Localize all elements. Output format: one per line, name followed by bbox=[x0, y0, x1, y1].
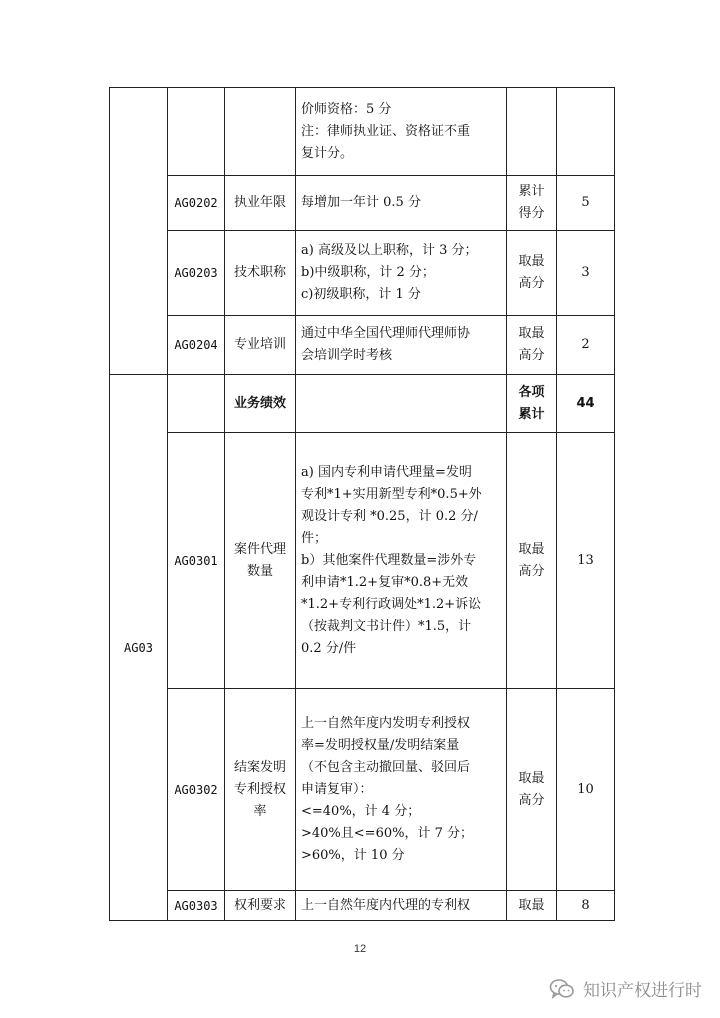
criteria-cell: 上一自然年度内发明专利授权 率=发明授权量/发明结案量 （不包含主动撤回量、驳回后 申请复审）： <=40%，计 4 分； >40%且<=60%，计 7 分； >60%，计 10 分 bbox=[296, 689, 507, 891]
code-cell: AG0301 bbox=[168, 433, 225, 689]
method-cell bbox=[507, 88, 557, 176]
score-cell: 44 bbox=[557, 375, 615, 433]
method-cell: 累计 得分 bbox=[507, 176, 557, 231]
item-cell: 权利要求 bbox=[225, 891, 296, 921]
criteria-cell bbox=[296, 375, 507, 433]
table-row bbox=[110, 891, 615, 921]
wechat-icon bbox=[549, 978, 575, 1000]
table-row bbox=[110, 176, 615, 231]
item-cell: 执业年限 bbox=[225, 176, 296, 231]
code-cell: AG0204 bbox=[168, 316, 225, 375]
score-table bbox=[109, 87, 615, 921]
method-cell: 取最 高分 bbox=[507, 689, 557, 891]
item-cell: 专业培训 bbox=[225, 316, 296, 375]
table-row bbox=[110, 433, 615, 689]
method-cell: 取最 bbox=[507, 891, 557, 921]
criteria-cell: a) 国内专利申请代理量=发明 专利*1+实用新型专利*0.5+外 观设计专利 *0.25，计 0.2 分/ 件； b）其他案件代理数量=涉外专 利申请*1.2+复审*0.8+无效 *1.2+专利行政调处*1.2+诉讼 （按裁判文书计件）*1.5，计 0.2 分/件 bbox=[296, 433, 507, 689]
score-cell: 13 bbox=[557, 433, 615, 689]
code-cell: AG0302 bbox=[168, 689, 225, 891]
item-cell: 技术职称 bbox=[225, 231, 296, 316]
item-cell: 业务绩效 bbox=[225, 375, 296, 433]
score-cell bbox=[557, 88, 615, 176]
code-cell bbox=[168, 375, 225, 433]
method-cell: 取最 高分 bbox=[507, 433, 557, 689]
code-cell: AG0203 bbox=[168, 231, 225, 316]
code-cell bbox=[168, 88, 225, 176]
criteria-cell: 通过中华全国代理师代理师协 会培训学时考核 bbox=[296, 316, 507, 375]
criteria-cell: 每增加一年计 0.5 分 bbox=[296, 176, 507, 231]
page-number: 12 bbox=[353, 943, 367, 955]
table-row bbox=[110, 231, 615, 316]
method-cell: 各项 累计 bbox=[507, 375, 557, 433]
score-cell: 2 bbox=[557, 316, 615, 375]
method-cell: 取最 高分 bbox=[507, 231, 557, 316]
watermark-text: 知识产权进行时 bbox=[583, 981, 702, 1001]
watermark bbox=[549, 976, 702, 1001]
table-row bbox=[110, 316, 615, 375]
score-cell: 3 bbox=[557, 231, 615, 316]
method-cell: 取最 高分 bbox=[507, 316, 557, 375]
item-cell bbox=[225, 88, 296, 176]
score-cell: 10 bbox=[557, 689, 615, 891]
table-row bbox=[110, 689, 615, 891]
code-cell: AG0303 bbox=[168, 891, 225, 921]
table-row bbox=[110, 375, 615, 433]
code-cell: AG0202 bbox=[168, 176, 225, 231]
criteria-cell: a) 高级及以上职称，计 3 分； b)中级职称，计 2 分； c)初级职称，计 1 分 bbox=[296, 231, 507, 316]
item-cell: 结案发明 专利授权 率 bbox=[225, 689, 296, 891]
criteria-cell: 价师资格：5 分 注：律师执业证、资格证不重 复计分。 bbox=[296, 88, 507, 176]
table-row bbox=[110, 88, 615, 176]
score-cell: 8 bbox=[557, 891, 615, 921]
item-cell: 案件代理 数量 bbox=[225, 433, 296, 689]
criteria-cell: 上一自然年度内代理的专利权 bbox=[296, 891, 507, 921]
category-cell bbox=[110, 88, 168, 375]
category-cell: AG03 bbox=[110, 375, 168, 921]
score-cell: 5 bbox=[557, 176, 615, 231]
